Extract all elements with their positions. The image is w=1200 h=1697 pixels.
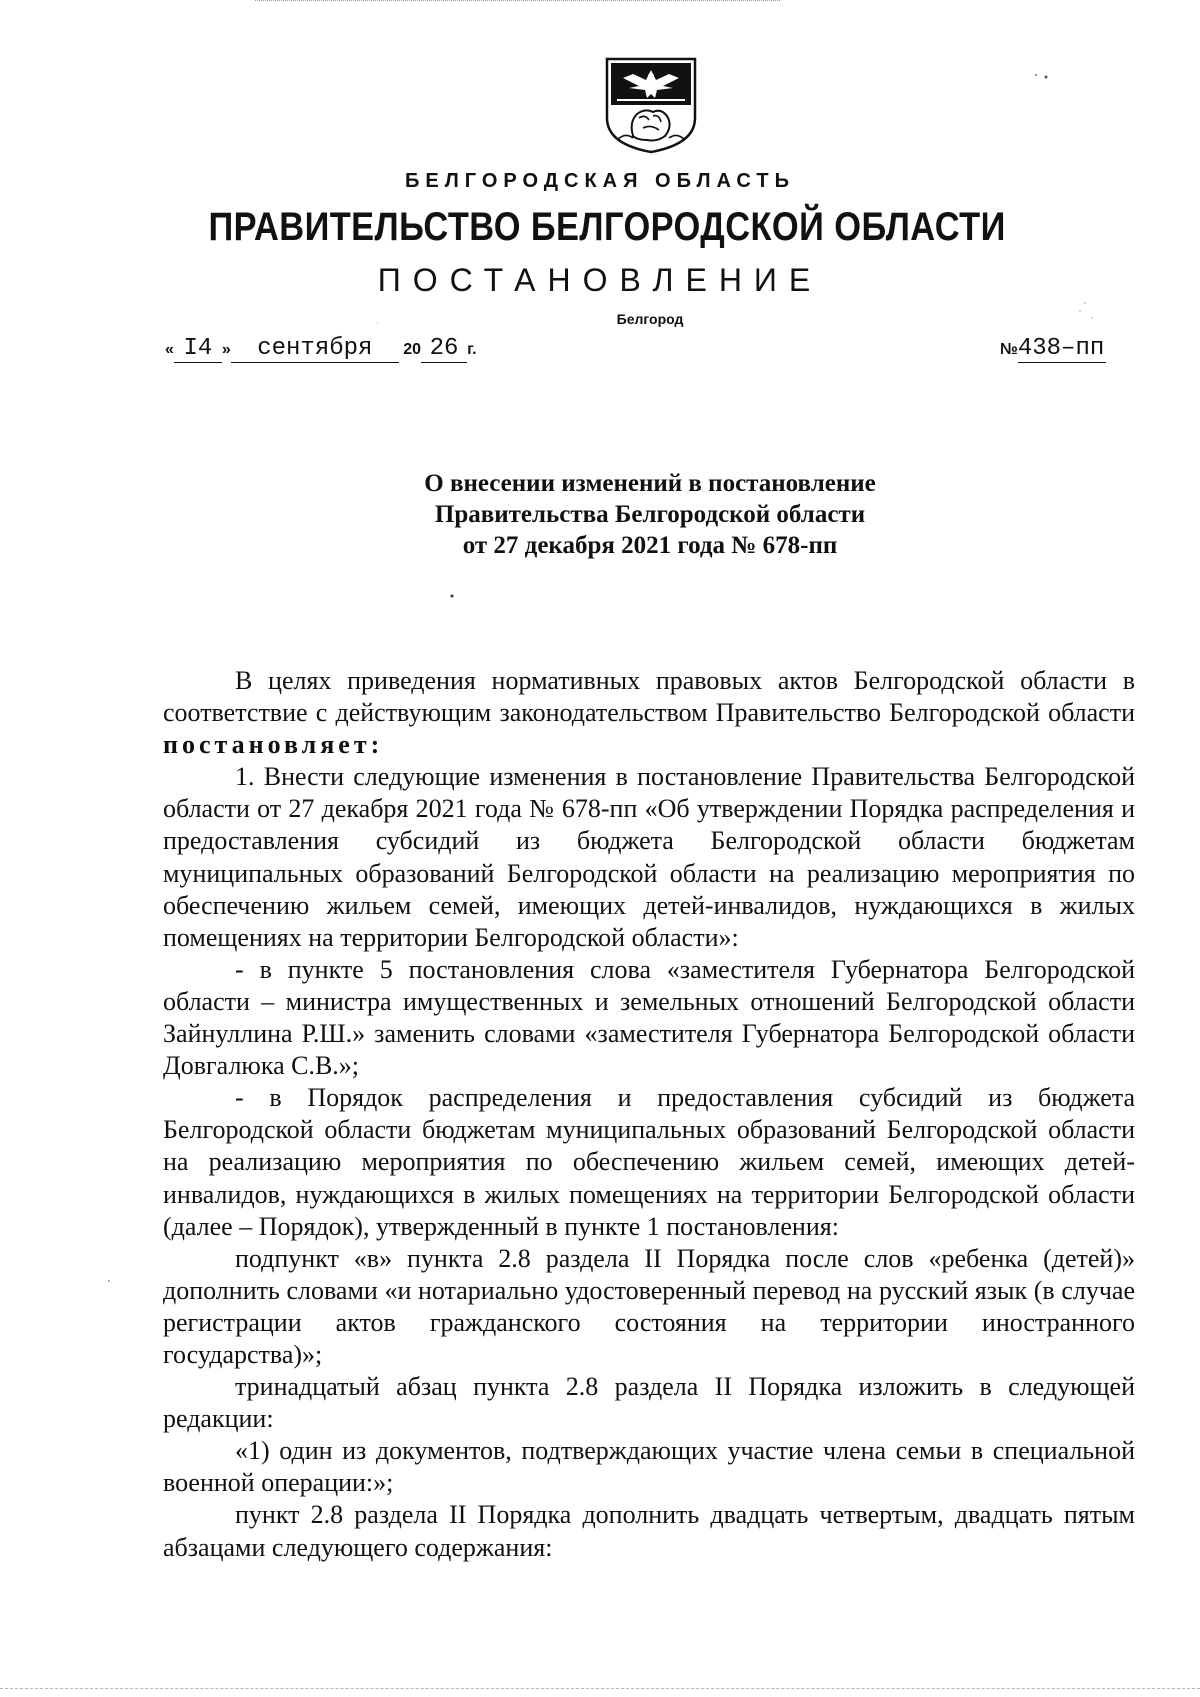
title-line-1: О внесении изменений в постановление xyxy=(424,470,876,497)
preamble-paragraph xyxy=(163,665,1135,761)
number-label: № xyxy=(1000,341,1018,358)
date-close-quote: » xyxy=(221,341,231,358)
region-name: БЕЛГОРОДСКАЯ ОБЛАСТЬ xyxy=(405,170,795,192)
date-day: I4 xyxy=(174,336,222,363)
coat-of-arms-emblem xyxy=(603,56,699,154)
preamble-text: В целях приведения нормативных правовых актов Белгородской области в соответствие с действующим законодательством Правительство Белгородской области xyxy=(163,666,1135,728)
document-title xyxy=(0,468,1200,561)
paragraph-1: 1. Внести следующие изменения в постановление Правительства Белгородской области от 27 декабря 2021 года № 678-пп «Об утверждении Порядка распределения и предоставления субсидий из бюджета Белгородской области бюджетам муниципальных образований Белгородской области на реализацию мероприятия по обеспечению жильем семей, имеющих детей-инвалидов, нуждающихся в жилых помещениях на территории Белгородской области»: xyxy=(163,762,1135,952)
paragraph-6: «1) один из документов, подтверждающих участие члена семьи в специальной военной операции:»; xyxy=(163,1436,1135,1498)
paragraph-4: подпункт «в» пункта 2.8 раздела II Порядка после слов «ребенка (детей)» дополнить словами «и нотариально удостоверенный перевод на русский язык (в случае регистрации актов гражданского состояния на территории иностранного государства)»; xyxy=(163,1243,1135,1369)
date-open-quote: « xyxy=(165,341,174,358)
title-line-2: Правительства Белгородской области xyxy=(434,501,866,528)
document-number xyxy=(1000,336,1106,363)
government-name: ПРАВИТЕЛЬСТВО БЕЛГОРОДСКОЙ ОБЛАСТИ xyxy=(208,205,1006,249)
date-month: сентября xyxy=(231,336,399,363)
title-line-3: от 27 декабря 2021 года № 678-пп xyxy=(462,532,838,559)
document-type: ПОСТАНОВЛЕНИЕ xyxy=(377,262,823,298)
document-date xyxy=(165,336,477,363)
scan-edge-bottom xyxy=(0,1688,1200,1689)
resolves-word: постановляет: xyxy=(163,730,384,760)
date-year-prefix: 20 xyxy=(403,341,422,358)
document-body xyxy=(163,665,1135,1564)
date-year-suffix: 26 xyxy=(421,336,467,363)
number-value: 438–пп xyxy=(1017,335,1105,362)
paragraph-2: - в пункте 5 постановления слова «заместителя Губернатора Белгородской области – министра имущественных и земельных отношений Белгородской области Зайнуллина Р.Ш.» заменить словами «заместителя Губернатора Белгородской области Довгалюка С.В.»; xyxy=(163,954,1135,1081)
date-year-mark: г. xyxy=(467,341,477,358)
paragraph-3: - в Порядок распределения и предоставления субсидий из бюджета Белгородской области бюджетам муниципальных образований Белгородской области на реализацию мероприятия по обеспечению жильем семей, имеющих детей-инвалидов, нуждающихся в жилых помещениях на территории Белгородской области (далее – Порядок), утвержденный в пункте 1 постановления: xyxy=(163,1083,1135,1241)
coat-of-arms-icon xyxy=(603,56,699,154)
paragraph-7: пункт 2.8 раздела II Порядка дополнить двадцать четвертым, двадцать пятым абзацами следующего содержания: xyxy=(163,1500,1135,1562)
scan-edge-top xyxy=(255,0,780,1)
paragraph-5: тринадцатый абзац пункта 2.8 раздела II Порядка изложить в следующей редакции: xyxy=(163,1372,1135,1434)
city-name: Белгород xyxy=(616,311,684,327)
